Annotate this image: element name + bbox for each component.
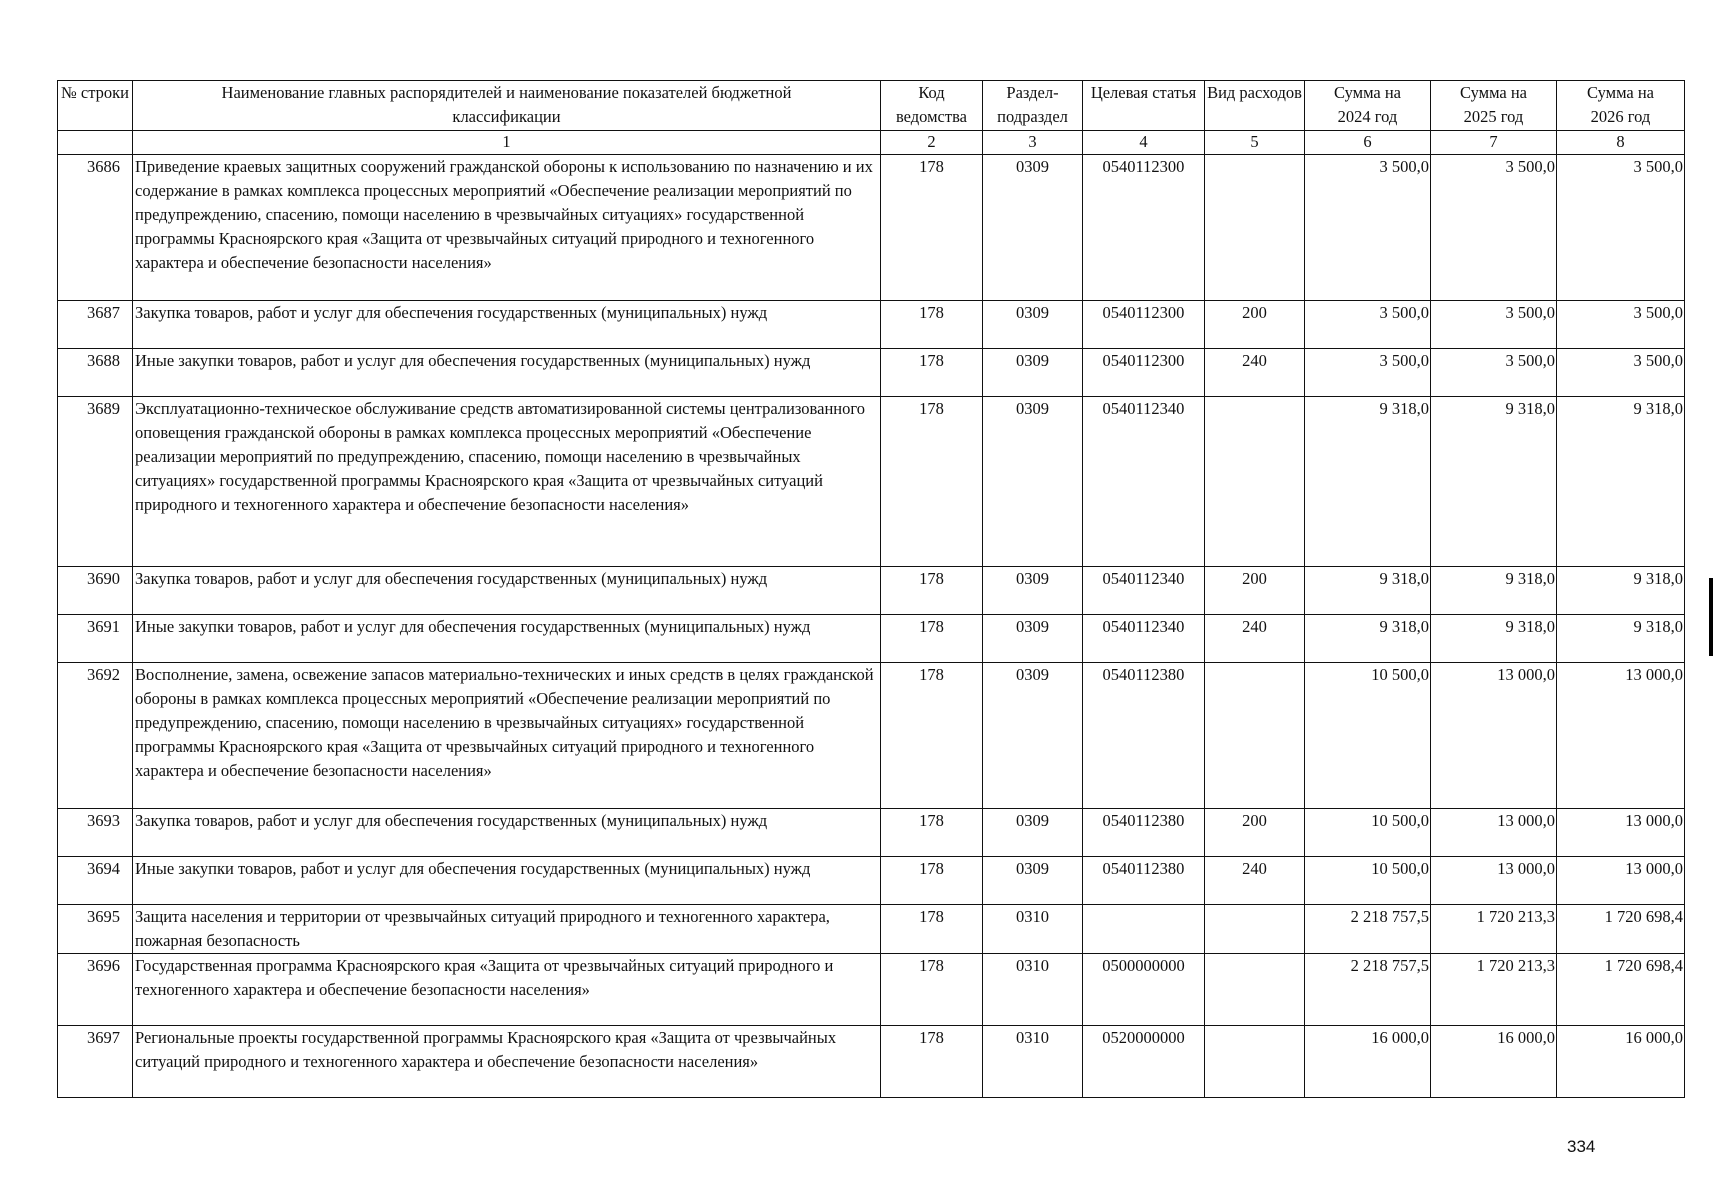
row-number: 3696 — [58, 954, 133, 1026]
row-name: Приведение краевых защитных сооружений гражданской обороны к использованию по назначению и их содержание в рамках комплекса процессных мероприятий «Обеспечение реализации мероприятий по предупреждению, спасению, помощи населению в чрезвычайных ситуациях» государственной программы Красноярского края «Защита от чрезвычайных ситуаций природного и техногенного характера и обеспечение безопасности населения» — [133, 155, 881, 301]
row-dept-code: 178 — [881, 397, 983, 567]
row-sum-2026: 1 720 698,4 — [1557, 954, 1685, 1026]
row-target: 0540112380 — [1083, 857, 1205, 905]
row-target: 0540112300 — [1083, 349, 1205, 397]
row-section: 0309 — [983, 663, 1083, 809]
row-number: 3695 — [58, 905, 133, 954]
row-target: 0540112300 — [1083, 155, 1205, 301]
row-sum-2024: 2 218 757,5 — [1305, 954, 1431, 1026]
column-number: 1 — [133, 131, 881, 155]
row-number: 3692 — [58, 663, 133, 809]
row-sum-2024: 9 318,0 — [1305, 615, 1431, 663]
row-number: 3691 — [58, 615, 133, 663]
row-sum-2025: 1 720 213,3 — [1431, 905, 1557, 954]
header-section: Раздел-подраздел — [983, 81, 1083, 131]
row-target: 0540112340 — [1083, 567, 1205, 615]
row-sum-2025: 13 000,0 — [1431, 809, 1557, 857]
row-sum-2026: 3 500,0 — [1557, 349, 1685, 397]
row-section: 0309 — [983, 809, 1083, 857]
row-sum-2025: 9 318,0 — [1431, 567, 1557, 615]
row-sum-2024: 3 500,0 — [1305, 349, 1431, 397]
row-exp-type: 200 — [1205, 301, 1305, 349]
table-row — [58, 301, 1685, 349]
row-sum-2026: 3 500,0 — [1557, 301, 1685, 349]
row-number: 3688 — [58, 349, 133, 397]
row-name: Иные закупки товаров, работ и услуг для обеспечения государственных (муниципальных) нужд — [133, 615, 881, 663]
row-section: 0309 — [983, 857, 1083, 905]
page-number: 334 — [1567, 1137, 1596, 1156]
table-row — [58, 905, 1685, 954]
row-sum-2025: 1 720 213,3 — [1431, 954, 1557, 1026]
header-sum-2026: Сумма на 2026 год — [1557, 81, 1685, 131]
row-section: 0309 — [983, 567, 1083, 615]
table-body — [58, 155, 1685, 1098]
row-exp-type: 200 — [1205, 567, 1305, 615]
row-dept-code: 178 — [881, 905, 983, 954]
row-sum-2025: 3 500,0 — [1431, 301, 1557, 349]
header-sum-2025: Сумма на 2025 год — [1431, 81, 1557, 131]
row-name: Государственная программа Красноярского края «Защита от чрезвычайных ситуаций природного и техногенного характера и обеспечение безопасности населения» — [133, 954, 881, 1026]
column-number: 4 — [1083, 131, 1205, 155]
header-dept-code: Код ведомства — [881, 81, 983, 131]
row-sum-2025: 13 000,0 — [1431, 857, 1557, 905]
budget-sheet — [57, 80, 1685, 1098]
column-number: 7 — [1431, 131, 1557, 155]
header-target: Целевая статья — [1083, 81, 1205, 131]
row-sum-2026: 13 000,0 — [1557, 809, 1685, 857]
row-dept-code: 178 — [881, 954, 983, 1026]
row-dept-code: 178 — [881, 857, 983, 905]
column-number: 2 — [881, 131, 983, 155]
row-dept-code: 178 — [881, 615, 983, 663]
row-sum-2024: 2 218 757,5 — [1305, 905, 1431, 954]
table-row — [58, 155, 1685, 301]
row-sum-2025: 9 318,0 — [1431, 615, 1557, 663]
row-sum-2026: 3 500,0 — [1557, 155, 1685, 301]
column-number: 3 — [983, 131, 1083, 155]
row-sum-2025: 9 318,0 — [1431, 397, 1557, 567]
row-sum-2024: 3 500,0 — [1305, 155, 1431, 301]
header-row — [58, 81, 1685, 131]
row-name: Закупка товаров, работ и услуг для обеспечения государственных (муниципальных) нужд — [133, 809, 881, 857]
row-sum-2025: 3 500,0 — [1431, 155, 1557, 301]
row-number: 3690 — [58, 567, 133, 615]
table-row — [58, 567, 1685, 615]
table-row — [58, 857, 1685, 905]
row-dept-code: 178 — [881, 1026, 983, 1098]
column-number: 8 — [1557, 131, 1685, 155]
budget-table — [57, 80, 1685, 1098]
row-name: Региональные проекты государственной программы Красноярского края «Защита от чрезвычайных ситуаций природного и техногенного характера и обеспечение безопасности населения» — [133, 1026, 881, 1098]
row-dept-code: 178 — [881, 809, 983, 857]
row-dept-code: 178 — [881, 567, 983, 615]
row-sum-2024: 9 318,0 — [1305, 567, 1431, 615]
row-target: 0540112380 — [1083, 809, 1205, 857]
row-name: Эксплуатационно-техническое обслуживание средств автоматизированной системы централизованного оповещения гражданской обороны в рамках комплекса процессных мероприятий «Обеспечение реализации мероприятий по предупреждению, спасению, помощи населению в чрезвычайных ситуациях» государственной программы Красноярского края «Защита от чрезвычайных ситуаций природного и техногенного характера и обеспечение безопасности населения» — [133, 397, 881, 567]
row-sum-2026: 9 318,0 — [1557, 615, 1685, 663]
row-sum-2025: 13 000,0 — [1431, 663, 1557, 809]
row-exp-type — [1205, 663, 1305, 809]
row-sum-2026: 16 000,0 — [1557, 1026, 1685, 1098]
row-exp-type: 200 — [1205, 809, 1305, 857]
row-dept-code: 178 — [881, 301, 983, 349]
row-section: 0310 — [983, 954, 1083, 1026]
header-exp-type: Вид расходов — [1205, 81, 1305, 131]
row-number: 3689 — [58, 397, 133, 567]
row-section: 0310 — [983, 1026, 1083, 1098]
row-name: Иные закупки товаров, работ и услуг для обеспечения государственных (муниципальных) нужд — [133, 857, 881, 905]
row-number: 3697 — [58, 1026, 133, 1098]
row-target: 0540112340 — [1083, 397, 1205, 567]
row-dept-code: 178 — [881, 349, 983, 397]
row-number: 3687 — [58, 301, 133, 349]
row-number: 3693 — [58, 809, 133, 857]
row-target — [1083, 905, 1205, 954]
table-row — [58, 397, 1685, 567]
row-number: 3694 — [58, 857, 133, 905]
table-row — [58, 1026, 1685, 1098]
row-exp-type: 240 — [1205, 349, 1305, 397]
row-target: 0540112340 — [1083, 615, 1205, 663]
row-sum-2026: 9 318,0 — [1557, 397, 1685, 567]
row-sum-2026: 13 000,0 — [1557, 857, 1685, 905]
row-name: Закупка товаров, работ и услуг для обеспечения государственных (муниципальных) нужд — [133, 567, 881, 615]
column-number — [58, 131, 133, 155]
row-exp-type: 240 — [1205, 615, 1305, 663]
row-name: Иные закупки товаров, работ и услуг для обеспечения государственных (муниципальных) нужд — [133, 349, 881, 397]
row-sum-2024: 10 500,0 — [1305, 809, 1431, 857]
column-number-row — [58, 131, 1685, 155]
column-number: 5 — [1205, 131, 1305, 155]
row-exp-type: 240 — [1205, 857, 1305, 905]
row-sum-2025: 3 500,0 — [1431, 349, 1557, 397]
table-row — [58, 349, 1685, 397]
row-number: 3686 — [58, 155, 133, 301]
row-sum-2026: 9 318,0 — [1557, 567, 1685, 615]
table-row — [58, 663, 1685, 809]
header-name: Наименование главных распорядителей и наименование показателей бюджетной классификации — [133, 81, 881, 131]
row-sum-2026: 13 000,0 — [1557, 663, 1685, 809]
header-sum-2024: Сумма на 2024 год — [1305, 81, 1431, 131]
row-exp-type — [1205, 905, 1305, 954]
row-sum-2024: 10 500,0 — [1305, 663, 1431, 809]
row-name: Восполнение, замена, освежение запасов материально-технических и иных средств в целях гражданской обороны в рамках комплекса процессных мероприятий «Обеспечение реализации мероприятий по предупреждению, спасению, помощи населению в чрезвычайных ситуациях» государственной программы Красноярского края «Защита от чрезвычайных ситуаций природного и техногенного характера и обеспечение безопасности населения» — [133, 663, 881, 809]
column-number: 6 — [1305, 131, 1431, 155]
row-dept-code: 178 — [881, 155, 983, 301]
row-sum-2025: 16 000,0 — [1431, 1026, 1557, 1098]
row-name: Закупка товаров, работ и услуг для обеспечения государственных (муниципальных) нужд — [133, 301, 881, 349]
row-section: 0309 — [983, 397, 1083, 567]
row-section: 0309 — [983, 155, 1083, 301]
row-exp-type — [1205, 954, 1305, 1026]
row-target: 0520000000 — [1083, 1026, 1205, 1098]
row-exp-type — [1205, 155, 1305, 301]
edge-mark — [1709, 578, 1713, 656]
row-sum-2024: 10 500,0 — [1305, 857, 1431, 905]
row-exp-type — [1205, 397, 1305, 567]
row-sum-2024: 16 000,0 — [1305, 1026, 1431, 1098]
table-row — [58, 809, 1685, 857]
table-row — [58, 954, 1685, 1026]
row-target: 0540112300 — [1083, 301, 1205, 349]
row-section: 0309 — [983, 349, 1083, 397]
row-section: 0309 — [983, 615, 1083, 663]
row-section: 0309 — [983, 301, 1083, 349]
row-dept-code: 178 — [881, 663, 983, 809]
row-exp-type — [1205, 1026, 1305, 1098]
header-row-number: № строки — [58, 81, 133, 131]
row-target: 0540112380 — [1083, 663, 1205, 809]
row-sum-2024: 3 500,0 — [1305, 301, 1431, 349]
row-name: Защита населения и территории от чрезвычайных ситуаций природного и техногенного характера, пожарная безопасность — [133, 905, 881, 954]
row-sum-2024: 9 318,0 — [1305, 397, 1431, 567]
row-sum-2026: 1 720 698,4 — [1557, 905, 1685, 954]
table-row — [58, 615, 1685, 663]
row-section: 0310 — [983, 905, 1083, 954]
row-target: 0500000000 — [1083, 954, 1205, 1026]
